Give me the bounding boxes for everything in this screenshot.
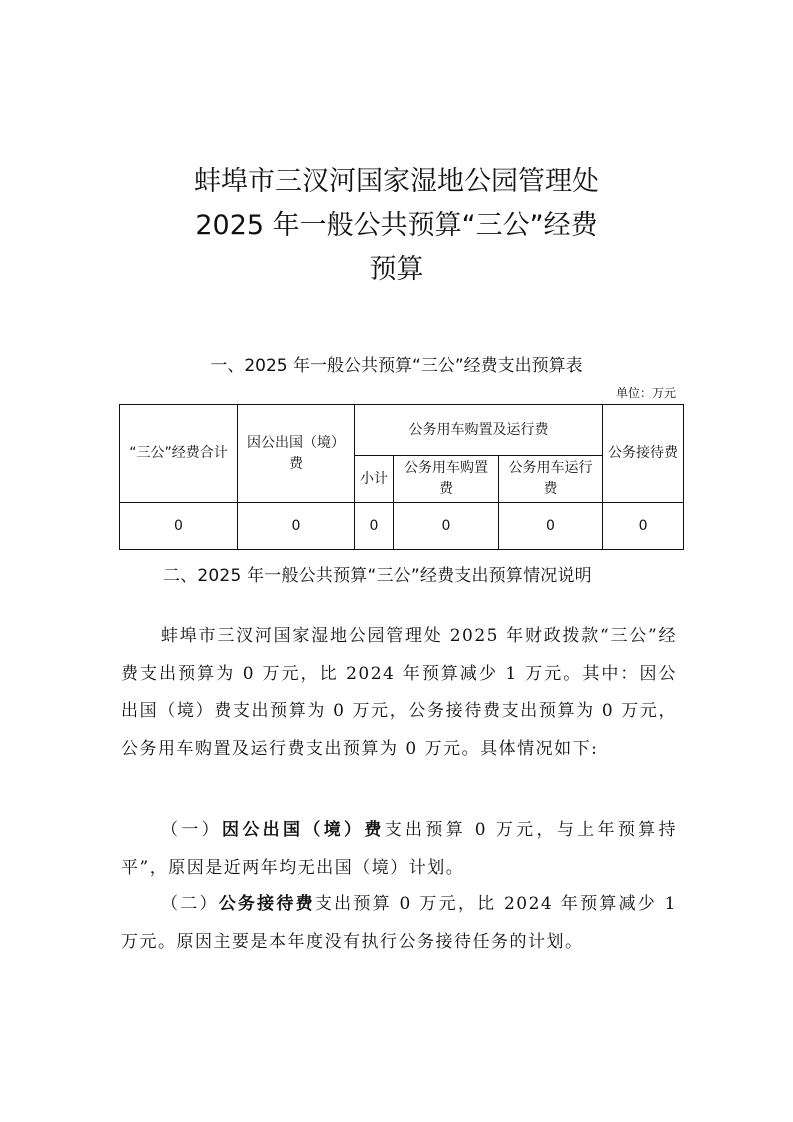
section2-heading: 二、2025 年一般公共预算“三公”经费支出预算情况说明	[163, 566, 592, 586]
title-line-2: 2025 年一般公共预算“三公”经费	[195, 210, 598, 241]
cell-overseas: 0	[238, 503, 355, 550]
paragraph-summary: 蚌埠市三汊河国家湿地公园管理处 2025 年财政拨款“三公”经费支出预算为 0 万元，比 2024 年预算减少 1 万元。其中：因公出国（境）费支出预算为 0 万元，公务接待费支出预算为 0 万元，公务用车购置及运行费支出预算为 0 万元。具体情况如下:	[121, 626, 677, 759]
header-vehicle-group: 公务用车购置及运行费	[355, 405, 603, 456]
title-line-3: 预算	[369, 254, 424, 285]
title-line-1: 蚌埠市三汊河国家湿地公园管理处	[194, 166, 599, 197]
item2-bold: 公务接待费	[218, 894, 315, 914]
item1-text: 支出预算 0 万元，与上年预算持平”，原因是近两年均无出国（境）计划。	[121, 820, 678, 878]
cell-subtotal: 0	[355, 503, 394, 550]
item1-prefix: （一）	[161, 820, 223, 840]
header-vehicle-operation: 公务用车运行费	[499, 456, 603, 503]
header-subtotal: 小计	[355, 456, 394, 503]
header-reception: 公务接待费	[603, 405, 684, 503]
item2-prefix: （二）	[161, 894, 219, 914]
header-total: “三公”经费合计	[120, 405, 238, 503]
item1-bold: 因公出国（境）费	[222, 820, 385, 840]
paragraph-overseas	[121, 812, 677, 887]
cell-total: 0	[120, 503, 238, 550]
cell-vehicle-purchase: 0	[394, 503, 499, 550]
table-header-row	[120, 405, 684, 456]
document-title	[0, 160, 793, 292]
cell-reception: 0	[603, 503, 684, 550]
item2-text: 支出预算 0 万元，比 2024 年预算减少 1 万元。原因主要是本年度没有执行公务接待任务的计划。	[121, 894, 677, 952]
paragraph-reception	[121, 886, 677, 961]
header-vehicle-purchase: 公务用车购置费	[394, 456, 499, 503]
unit-label: 单位：万元	[615, 386, 676, 400]
budget-table	[119, 404, 684, 550]
cell-vehicle-operation: 0	[499, 503, 603, 550]
table-row	[120, 503, 684, 550]
section1-heading: 一、2025 年一般公共预算“三公”经费支出预算表	[210, 356, 583, 376]
header-overseas: 因公出国（境）费	[238, 405, 355, 503]
